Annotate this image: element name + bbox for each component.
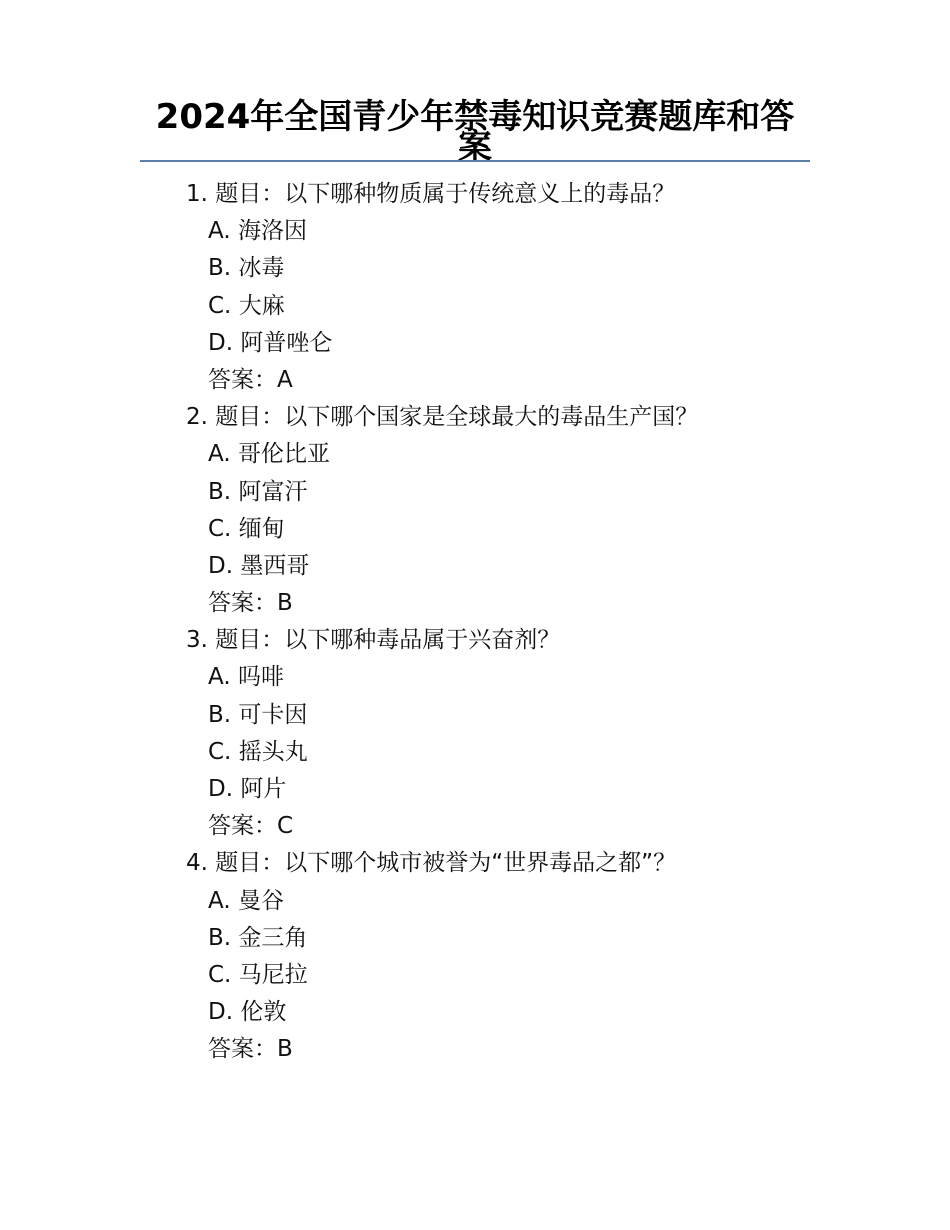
option-text: 吗啡: [237, 664, 284, 691]
option-letter: C.: [208, 515, 232, 542]
answer-3: [186, 808, 826, 845]
option-4d: [186, 994, 826, 1031]
option-text: 大麻: [238, 292, 285, 319]
option-1a: [186, 213, 826, 250]
option-text: 曼谷: [237, 887, 284, 914]
option-text: 海洛因: [237, 218, 307, 245]
question-number: 2.: [186, 404, 208, 431]
option-4a: [186, 883, 826, 920]
option-text: 墨西哥: [240, 552, 310, 579]
option-3d: [186, 771, 826, 808]
option-2d: [186, 548, 826, 585]
option-1b: [186, 250, 826, 287]
option-text: 摇头丸: [238, 738, 308, 765]
answer-value: B: [277, 1036, 293, 1063]
answer-label: 答案：: [208, 366, 277, 393]
option-3b: [186, 697, 826, 734]
answer-1: [186, 362, 826, 399]
option-letter: A.: [208, 887, 231, 914]
answer-label: 答案：: [208, 813, 277, 840]
option-text: 阿富汗: [238, 478, 308, 505]
option-letter: C.: [208, 738, 232, 765]
option-3c: [186, 734, 826, 771]
option-text: 缅甸: [238, 515, 285, 542]
option-letter: B.: [208, 255, 232, 282]
question-prompt: 题目：以下哪种毒品属于兴奋剂？: [215, 627, 561, 654]
option-2b: [186, 474, 826, 511]
option-1d: [186, 325, 826, 362]
answer-4: [186, 1031, 826, 1068]
option-1c: [186, 288, 826, 325]
page-title: 2024年全国青少年禁毒知识竞赛题库和答案: [155, 97, 795, 167]
option-letter: D.: [208, 776, 234, 802]
answer-value: C: [277, 813, 294, 840]
answer-label: 答案：: [208, 590, 277, 617]
option-letter: D.: [208, 999, 234, 1026]
option-text: 阿片: [240, 776, 287, 802]
question-4: [186, 845, 826, 882]
option-2a: [186, 436, 826, 473]
option-text: 哥伦比亚: [237, 441, 330, 468]
question-prompt: 题目：以下哪个国家是全球最大的毒品生产国？: [215, 404, 699, 431]
option-text: 伦敦: [240, 999, 287, 1026]
option-letter: B.: [208, 478, 232, 505]
option-letter: D.: [208, 552, 234, 579]
question-1: [186, 176, 826, 213]
answer-value: B: [277, 590, 293, 617]
question-list: [186, 176, 826, 1069]
option-text: 可卡因: [238, 701, 308, 728]
option-4b: [186, 920, 826, 957]
question-3: [186, 622, 826, 659]
option-letter: B.: [208, 701, 232, 728]
option-text: 马尼拉: [238, 961, 308, 988]
question-number: 4.: [186, 850, 208, 877]
option-2c: [186, 511, 826, 548]
option-text: 金三角: [238, 924, 308, 951]
question-prompt: 题目：以下哪种物质属于传统意义上的毒品？: [215, 181, 676, 207]
question-2: [186, 399, 826, 436]
option-text: 阿普唑仑: [240, 329, 333, 356]
option-letter: A.: [208, 664, 231, 691]
option-letter: A.: [208, 441, 231, 468]
option-text: 冰毒: [238, 255, 285, 282]
answer-value: A: [277, 366, 293, 393]
option-4c: [186, 957, 826, 994]
option-letter: C.: [208, 961, 232, 988]
question-number: 3.: [186, 627, 208, 654]
question-prompt: 题目：以下哪个城市被誉为“世界毒品之都”？: [215, 850, 677, 877]
option-letter: A.: [208, 218, 231, 245]
title-underline: [140, 160, 810, 162]
answer-2: [186, 585, 826, 622]
option-letter: C.: [208, 292, 232, 319]
answer-label: 答案：: [208, 1036, 277, 1063]
option-3a: [186, 659, 826, 696]
option-letter: B.: [208, 924, 232, 951]
option-letter: D.: [208, 329, 234, 356]
question-number: 1.: [186, 181, 208, 207]
